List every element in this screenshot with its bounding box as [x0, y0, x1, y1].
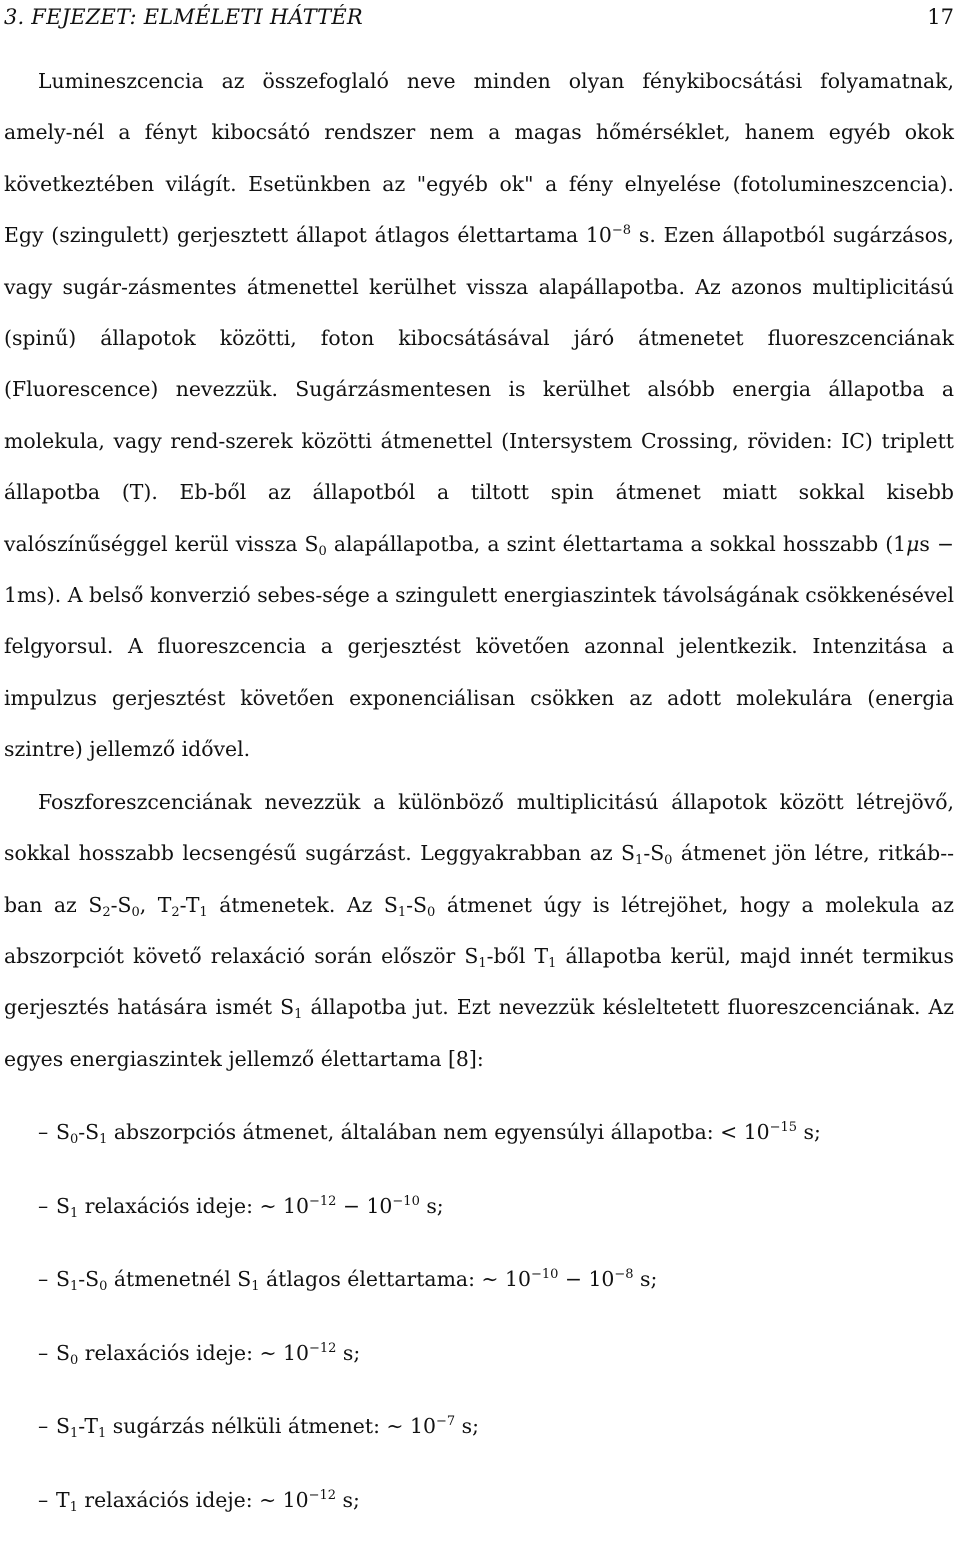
- text-run: − 10: [336, 1193, 393, 1218]
- text-run: -ből T: [486, 943, 549, 968]
- text-run: átmenet jön létre, ritkáb-ban az S: [4, 841, 954, 917]
- paragraph-phosphorescence: [4, 777, 954, 1085]
- mu-symbol: μ: [906, 531, 920, 556]
- text-run: alapállapotba, a szint élettartama a sokkal hosszabb (1: [333, 531, 907, 556]
- text-run: s;: [336, 1487, 360, 1512]
- subscript: 0: [69, 1352, 79, 1368]
- text-run: -T: [179, 892, 200, 917]
- text-run: s;: [455, 1414, 479, 1439]
- list-item: [4, 1409, 954, 1443]
- text-run: s;: [336, 1340, 361, 1365]
- subscript: 2: [171, 904, 180, 920]
- list-dash: –: [38, 1340, 49, 1365]
- text-run: S: [56, 1193, 70, 1218]
- running-header: [4, 0, 954, 34]
- text-run: -S: [78, 1120, 100, 1145]
- subscript: 1: [69, 1279, 79, 1295]
- text-run: -T: [78, 1414, 99, 1439]
- text-run: sugárzás nélküli átmenet: ∼ 10: [106, 1414, 436, 1439]
- text-run: − 10: [558, 1267, 615, 1292]
- subscript: 1: [478, 955, 487, 971]
- superscript: −7: [435, 1414, 456, 1430]
- subscript: 1: [397, 904, 407, 920]
- lifetime-list: [4, 1115, 954, 1517]
- subscript: 1: [69, 1205, 79, 1221]
- superscript: −10: [530, 1267, 559, 1283]
- superscript: −12: [308, 1487, 337, 1503]
- superscript: −10: [392, 1193, 420, 1209]
- subscript: 0: [318, 543, 327, 559]
- text-run: T: [56, 1487, 70, 1512]
- subscript: 0: [664, 853, 673, 869]
- text-run: S: [56, 1120, 70, 1145]
- subscript: 1: [69, 1499, 78, 1515]
- subscript: 1: [98, 1426, 107, 1442]
- text-run: s. Ezen állapotból sugárzásos, vagy sugár-zásmentes átmenettel kerülhet vissza alapállapotba. Az azonos multiplicitású (spinű) állapotok közötti, foton kibocsátásával járó átmenetet fluoreszcenciának (Fluorescence) nevezzük. Sugárzásmentesen is kerülhet alsóbb energia állapotba a molekula, vagy rend-szerek közötti átmenettel (Intersystem Crossing, röviden: IC) triplett állapotba (T). Eb-ből az állapotból a tiltott spin átmenet miatt sokkal kisebb valószínűséggel kerül vissza S: [4, 223, 954, 556]
- text-run: S: [56, 1340, 70, 1365]
- text-run: relaxációs ideje: ∼ 10: [78, 1193, 309, 1218]
- list-dash: –: [38, 1193, 49, 1218]
- text-run: -S: [406, 892, 427, 917]
- subscript: 1: [199, 904, 208, 920]
- text-run: s;: [797, 1120, 821, 1145]
- text-run: -S: [78, 1267, 100, 1292]
- superscript: −8: [614, 1267, 634, 1283]
- superscript: −12: [308, 1193, 337, 1209]
- list-dash: –: [38, 1120, 49, 1145]
- text-run: -S: [643, 841, 665, 866]
- superscript: −12: [308, 1340, 337, 1356]
- list-item: [4, 1189, 954, 1223]
- list-dash: –: [38, 1267, 49, 1292]
- subscript: 1: [548, 955, 557, 971]
- text-run: relaxációs ideje: ∼ 10: [77, 1487, 309, 1512]
- superscript: −15: [769, 1120, 798, 1136]
- list-dash: –: [38, 1487, 49, 1512]
- list-item: [4, 1483, 954, 1517]
- text-run: állapotba kerül, majd innét termikus gerjesztés hatására ismét S: [4, 943, 954, 1020]
- subscript: 1: [69, 1426, 79, 1442]
- paragraph-luminescence: [4, 56, 954, 776]
- text-run: -S: [110, 892, 132, 917]
- page-number: 17: [927, 5, 954, 29]
- text-run: relaxációs ideje: ∼ 10: [78, 1340, 309, 1365]
- text-run: S: [56, 1267, 70, 1292]
- text-run: átmenetnél S: [107, 1267, 252, 1292]
- text-run: Lumineszcencia az összefoglaló neve minden olyan fénykibocsátási folyamatnak, amely-nél a fényt kibocsátó rendszer nem a magas hőmérséklet, hanem egyéb okok következtében világít. Esetünkben az "egyéb ok" a fény elnyelése (fotolumineszcencia). Egy (szingulett) gerjesztett állapot átlagos élettartama 10: [4, 69, 954, 248]
- subscript: 0: [99, 1279, 108, 1295]
- text-run: s − 1ms). A belső konverzió sebes-sége a szingulett energiaszintek távolságának csökkenésével felgyorsul. A fluoreszcencia a gerjesztést követően azonnal jelentkezik. Intenzitása a impulzus gerjesztést követően exponenciálisan csökken az adott molekulára (energia szintre) jellemző idővel.: [4, 531, 954, 762]
- page-body: [4, 56, 954, 1556]
- list-dash: –: [38, 1414, 49, 1439]
- list-item: [4, 1115, 954, 1149]
- text-run: abszorpciós átmenet, általában nem egyensúlyi állapotba: < 10: [107, 1120, 770, 1145]
- text-run: állapotba jut. Ezt nevezzük késleltetett fluoreszcenciának. Az egyes energiaszintek jellemző élettartama [8]:: [4, 995, 954, 1071]
- subscript: 1: [294, 1007, 303, 1023]
- list-item: [4, 1336, 954, 1370]
- subscript: 0: [426, 904, 436, 920]
- subscript: 2: [102, 904, 111, 920]
- text-run: átmenetek. Az S: [207, 892, 398, 917]
- text-run: , T: [139, 892, 172, 917]
- text-run: Foszforeszcenciának nevezzük a különböző multiplicitású állapotok között létrejövő, sokkal hosszabb lecsengésű sugárzást. Leggyakrabban az S: [4, 789, 954, 866]
- list-item: [4, 1262, 954, 1296]
- chapter-title: 3. FEJEZET: ELMÉLETI HÁTTÉR: [4, 5, 363, 29]
- text-run: S: [56, 1414, 70, 1439]
- subscript: 0: [69, 1132, 79, 1148]
- subscript: 1: [99, 1132, 108, 1148]
- text-run: átmenet úgy is létrejöhet, hogy a molekula az abszorpciót követő relaxáció során először S: [4, 892, 954, 968]
- text-run: s;: [633, 1267, 658, 1292]
- subscript: 0: [131, 904, 140, 920]
- text-run: s;: [419, 1193, 444, 1218]
- text-run: átlagos élettartama: ∼ 10: [259, 1267, 531, 1292]
- subscript: 1: [251, 1279, 260, 1295]
- subscript: 1: [635, 853, 644, 869]
- superscript: −8: [611, 223, 632, 239]
